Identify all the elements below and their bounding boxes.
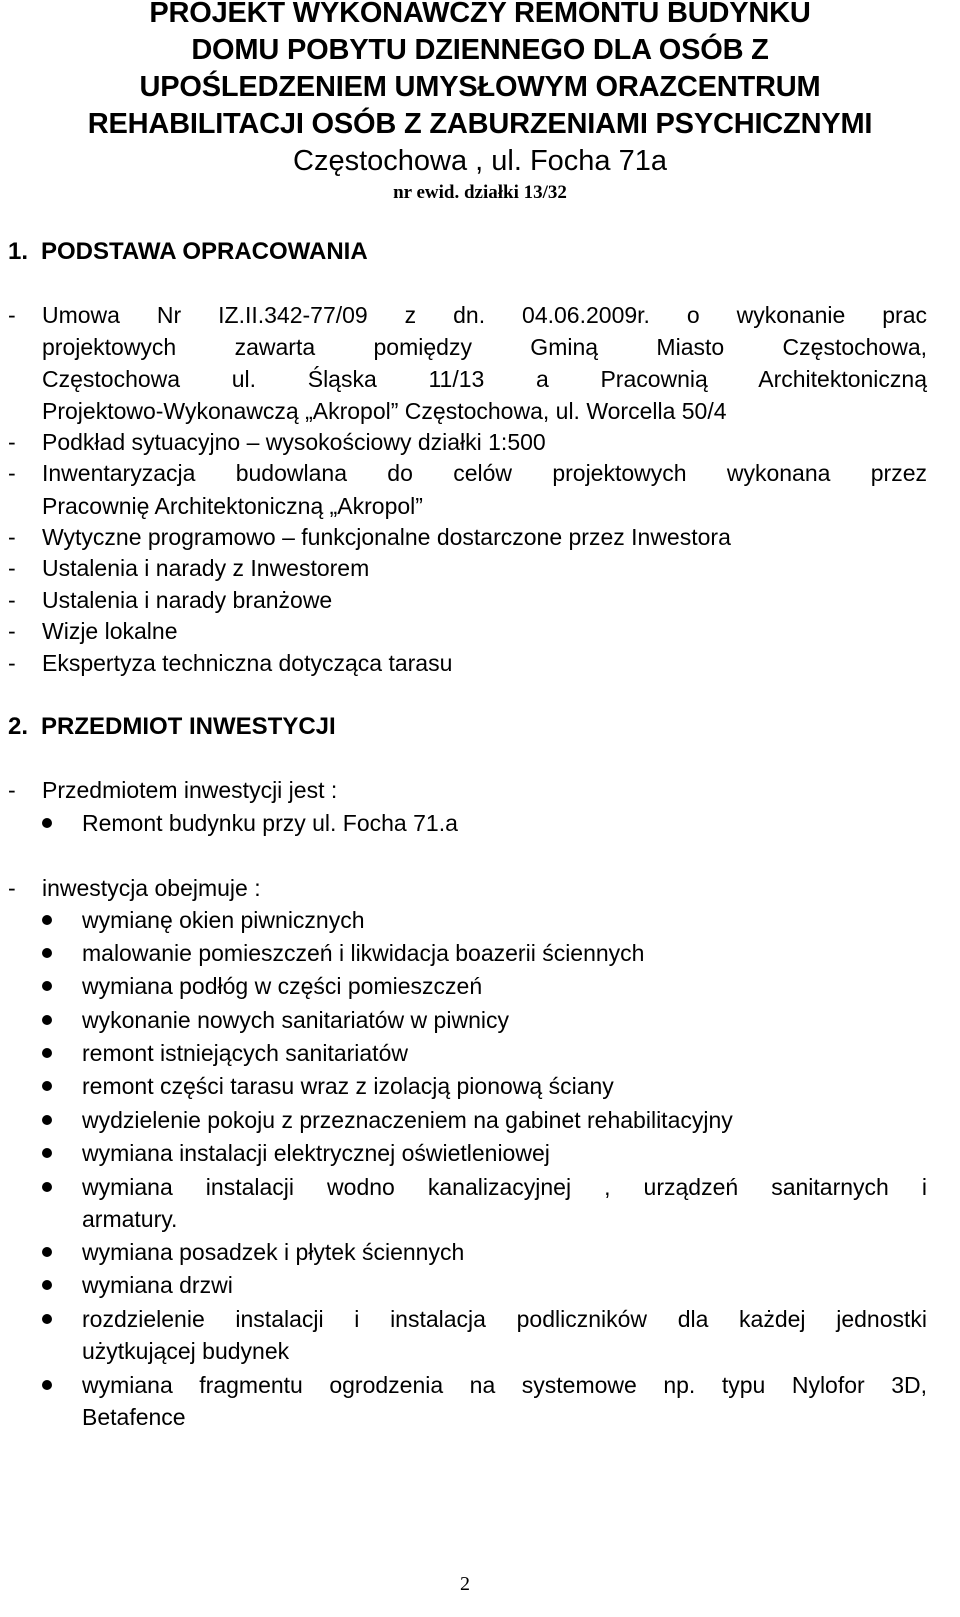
scope-item-line: armatury.	[82, 1206, 178, 1232]
scope-item-line: wymiana instalacji wodno kanalizacyjnej , urządzeń sanitarnych i	[82, 1174, 927, 1200]
scope-item: wymiana podłóg w części pomieszczeń	[82, 973, 483, 999]
bullet-icon	[42, 1182, 52, 1192]
bullet-icon	[42, 1081, 52, 1091]
list-item-line: Umowa Nr IZ.II.342-77/09 z dn. 04.06.2009r. o wykonanie prac	[42, 302, 927, 328]
page-number: 2	[460, 1573, 470, 1595]
bullet-icon	[42, 818, 52, 828]
bullet-icon	[42, 1380, 52, 1390]
list-item-line: Projektowo-Wykonawczą „Akropol” Częstochowa, ul. Worcella 50/4	[42, 398, 727, 424]
section-2-title: PRZEDMIOT INWESTYCJI	[41, 713, 336, 740]
scope-item: wymiana posadzek i płytek ściennych	[82, 1239, 465, 1265]
list-item: Ustalenia i narady z Inwestorem	[42, 555, 370, 581]
scope-item: wydzielenie pokoju z przeznaczeniem na gabinet rehabilitacyjny	[82, 1107, 733, 1133]
list-item: Ustalenia i narady branżowe	[42, 587, 333, 613]
title-line-1: PROJEKT WYKONAWCZY REMONTU BUDYNKU	[149, 0, 811, 29]
bullet-icon	[42, 1314, 52, 1324]
bullet-icon	[42, 981, 52, 991]
scope-item: wymiana drzwi	[82, 1272, 233, 1298]
list-item-line: Pracownię Architektoniczną „Akropol”	[42, 493, 423, 519]
address-line: Częstochowa , ul. Focha 71a	[293, 145, 667, 177]
list-dash: -	[8, 302, 16, 328]
section-2-number: 2.	[8, 713, 29, 740]
list-dash: -	[8, 777, 16, 803]
bullet-icon	[42, 1280, 52, 1290]
bullet-icon	[42, 1015, 52, 1025]
parcel-number: nr ewid. działki 13/32	[393, 182, 567, 203]
list-dash: -	[8, 587, 16, 613]
title-line-2: DOMU POBYTU DZIENNEGO DLA OSÓB Z	[191, 34, 769, 66]
scope-item: remont części tarasu wraz z izolacją pionową ściany	[82, 1073, 614, 1099]
scope-intro: inwestycja obejmuje :	[42, 875, 261, 901]
list-dash: -	[8, 524, 16, 550]
title-line-4: REHABILITACJI OSÓB Z ZABURZENIAMI PSYCHICZNYMI	[87, 108, 873, 140]
list-item-line: Częstochowa ul. Śląska 11/13 a Pracownią Architektoniczną	[42, 366, 927, 392]
list-dash: -	[8, 460, 16, 486]
scope-item: wykonanie nowych sanitariatów w piwnicy	[82, 1007, 509, 1033]
scope-item: remont istniejących sanitariatów	[82, 1040, 408, 1066]
bullet-icon	[42, 1148, 52, 1158]
scope-item-line: użytkującej budynek	[82, 1338, 290, 1364]
scope-item: wymiana instalacji elektrycznej oświetleniowej	[82, 1140, 550, 1166]
list-item: Ekspertyza techniczna dotycząca tarasu	[42, 650, 453, 676]
list-item-line: projektowych zawarta pomiędzy Gminą Miasto Częstochowa,	[42, 334, 927, 360]
list-dash: -	[8, 555, 16, 581]
scope-item-line: wymiana fragmentu ogrodzenia na systemowe np. typu Nylofor 3D,	[82, 1372, 927, 1398]
bullet-icon	[42, 948, 52, 958]
scope-item-line: rozdzielenie instalacji i instalacja podliczników dla każdej jednostki	[82, 1306, 927, 1332]
list-item: Wytyczne programowo – funkcjonalne dostarczone przez Inwestora	[42, 524, 731, 550]
list-item: Wizje lokalne	[42, 618, 178, 644]
section-1-heading	[8, 237, 368, 267]
list-dash: -	[8, 618, 16, 644]
bullet-icon	[42, 1247, 52, 1257]
title-line-3: UPOŚLEDZENIEM UMYSŁOWYM ORAZCENTRUM	[139, 71, 821, 103]
section-1-title: PODSTAWA OPRACOWANIA	[41, 238, 368, 265]
bullet-icon	[42, 1048, 52, 1058]
list-dash: -	[8, 875, 16, 901]
subject-intro: Przedmiotem inwestycji jest :	[42, 777, 338, 803]
scope-item-line: Betafence	[82, 1404, 186, 1430]
section-1-number: 1.	[8, 238, 29, 265]
list-dash: -	[8, 650, 16, 676]
subject-item: Remont budynku przy ul. Focha 71.a	[82, 810, 458, 836]
scope-item: malowanie pomieszczeń i likwidacja boazerii ściennych	[82, 940, 645, 966]
list-item-line: Inwentaryzacja budowlana do celów projektowych wykonana przez	[42, 460, 927, 486]
list-item: Podkład sytuacyjno – wysokościowy działki 1:500	[42, 429, 546, 455]
section-2-heading	[8, 712, 336, 742]
bullet-icon	[42, 1115, 52, 1125]
scope-item: wymianę okien piwnicznych	[82, 907, 365, 933]
list-dash: -	[8, 429, 16, 455]
bullet-icon	[42, 915, 52, 925]
